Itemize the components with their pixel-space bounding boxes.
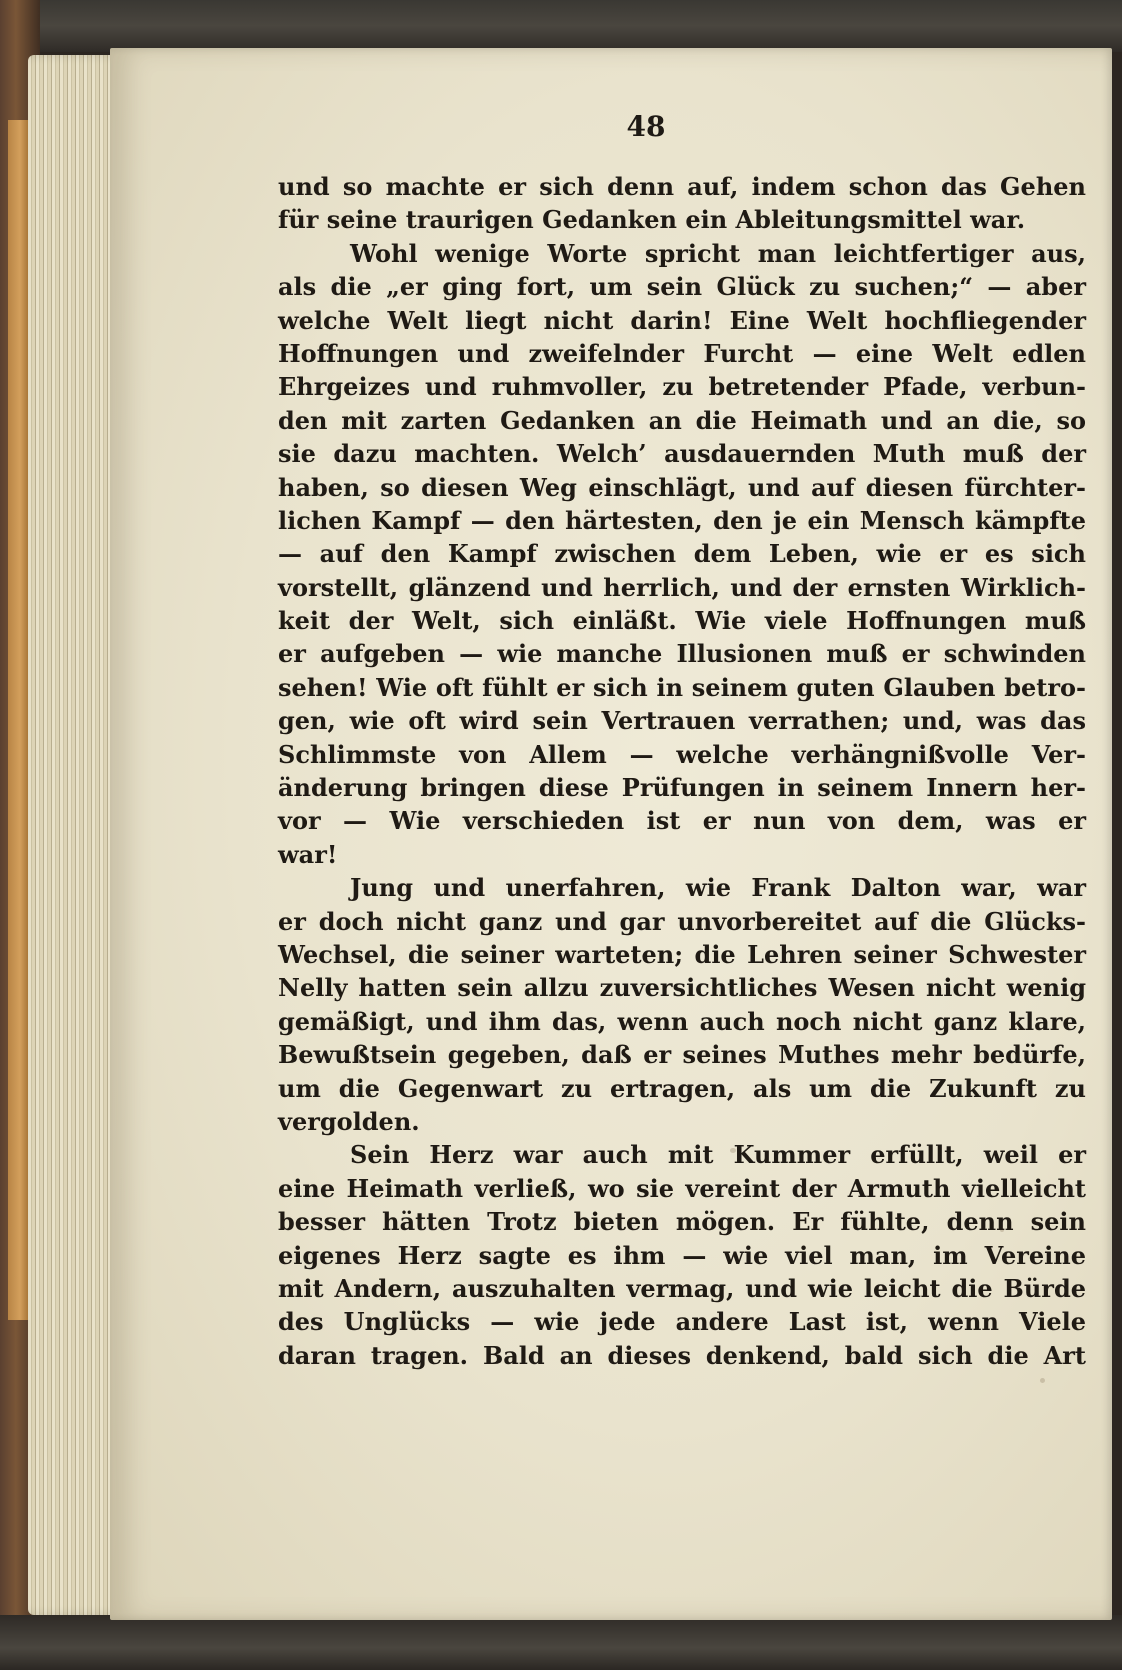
text-line: den mit zarten Gedanken an die Heimath und an die, so [278,405,1086,435]
text-line: als die „er ging fort, um sein Glück zu suchen;“ — aber [278,272,1086,302]
binding-strip [8,120,28,1320]
text-line: er aufgeben — wie manche Illusionen muß er schwinden [278,639,1086,669]
paper-speck [1040,1378,1045,1383]
paragraph-first-line: Sein Herz war auch mit Kummer erfüllt, weil er [350,1140,1086,1170]
text-line: des Unglücks — wie jede andere Last ist, wenn Viele [278,1307,1086,1337]
text-line: Hoffnungen und zweifelnder Furcht — eine Welt edlen [278,338,1086,368]
text-line: vergolden. [278,1106,420,1136]
text-line: eigenes Herz sagte es ihm — wie viel man, im Vereine [278,1240,1086,1270]
text-line: Schlimmste von Allem — welche verhängnißvolle Ver- [278,739,1086,769]
text-line: mit Andern, auszuhalten vermag, und wie leicht die Bürde [278,1273,1086,1303]
text-line: er doch nicht ganz und gar unvorbereitet auf die Glücks- [278,906,1086,936]
text-line: war! [278,839,338,869]
book-cover-bottom [0,1615,1122,1670]
text-line: vor — Wie verschieden ist er nun von dem, was er [278,806,1086,836]
text-line: um die Gegenwart zu ertragen, als um die Zukunft zu [278,1073,1086,1103]
paragraph-first-line: Jung und unerfahren, wie Frank Dalton war, war [350,873,1086,903]
page-body-text [278,170,1086,1372]
text-line: vorstellt, glänzend und herrlich, und der ernsten Wirklich- [278,572,1086,602]
text-line: sie dazu machten. Welch’ ausdauernden Muth muß der [278,439,1086,469]
text-line: Ehrgeizes und ruhmvoller, zu betretender Pfade, verbun- [278,372,1086,402]
text-line: haben, so diesen Weg einschlägt, und auf diesen fürchter- [278,472,1086,502]
text-line: Bewußtsein gegeben, daß er seines Muthes mehr bedürfe, [278,1040,1086,1070]
text-line: daran tragen. Bald an dieses denkend, bald sich die Art [278,1340,1086,1370]
text-line: für seine traurigen Gedanken ein Ableitungsmittel war. [278,205,1026,235]
book-cover-top [0,0,1122,52]
page-number: 48 [626,110,666,143]
paragraph-first-line: Wohl wenige Worte spricht man leichtfertiger aus, [350,238,1086,268]
text-line: keit der Welt, sich einläßt. Wie viele Hoffnungen muß [278,606,1086,636]
text-line: lichen Kampf — den härtesten, den je ein Mensch kämpfte [278,505,1086,535]
text-line: — auf den Kampf zwischen dem Leben, wie er es sich [278,539,1086,569]
text-line: und so machte er sich denn auf, indem schon das Gehen [278,172,1086,201]
text-line: änderung bringen diese Prüfungen in seinem Innern her- [278,773,1086,803]
text-line: eine Heimath verließ, wo sie vereint der Armuth vielleicht [278,1173,1086,1203]
text-line: sehen! Wie oft fühlt er sich in seinem guten Glauben betro- [278,672,1086,702]
text-line: Nelly hatten sein allzu zuversichtliches Wesen nicht wenig [278,973,1086,1003]
text-line: gen, wie oft wird sein Vertrauen verrathen; und, was das [278,706,1086,736]
text-line: welche Welt liegt nicht darin! Eine Welt hochfliegender [278,305,1086,335]
text-line: besser hätten Trotz bieten mögen. Er fühlte, denn sein [278,1207,1086,1237]
text-line: gemäßigt, und ihm das, wenn auch noch nicht ganz klare, [278,1006,1086,1036]
text-line: Wechsel, die seiner warteten; die Lehren seiner Schwester [278,939,1086,969]
